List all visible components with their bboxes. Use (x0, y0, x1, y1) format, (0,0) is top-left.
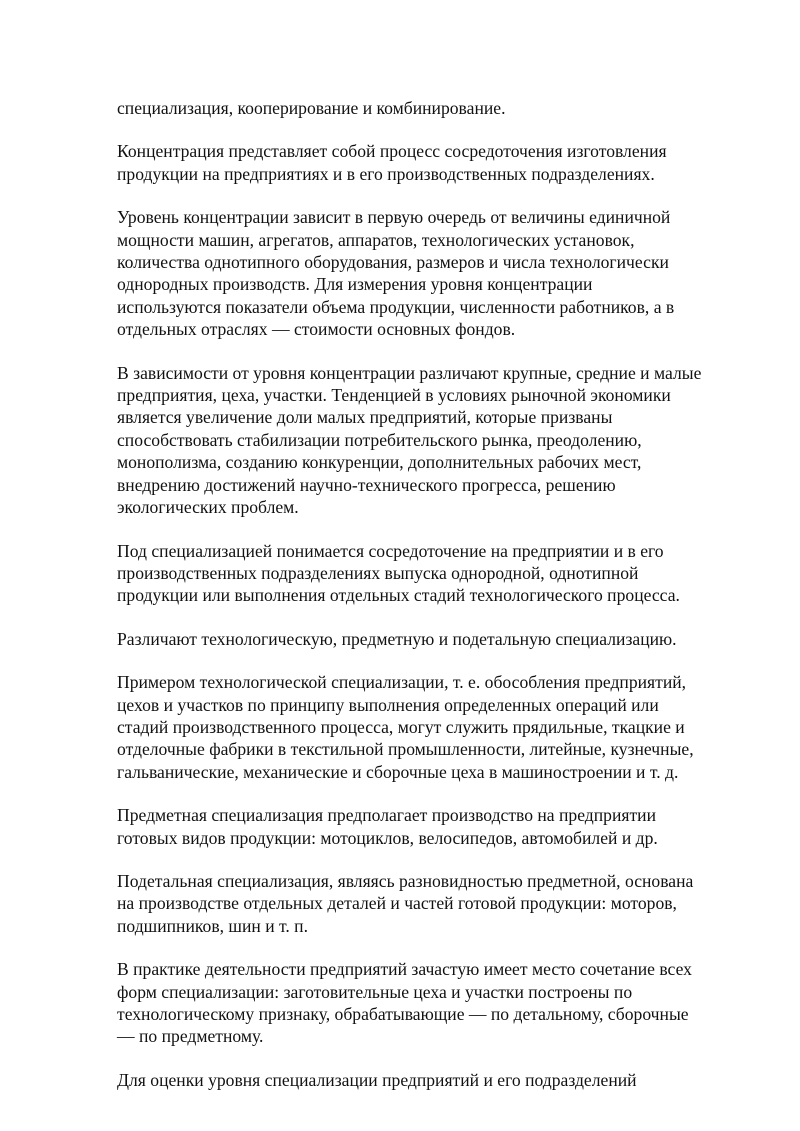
text-line: форм специализации: заготовительные цеха и участки построены по (117, 981, 633, 1002)
paragraph (117, 958, 747, 1048)
paragraph (117, 540, 747, 607)
text-line: монополизма, созданию конкуренции, дополнительных рабочих мест, (117, 452, 642, 473)
text-line: цехов и участков по принципу выполнения определенных операций или (117, 694, 659, 715)
text-line: отделочные фабрики в текстильной промышленности, литейные, кузнечные, (117, 739, 694, 760)
text-line: однородных производств. Для измерения уровня концентрации (117, 274, 593, 295)
paragraph (117, 97, 747, 119)
text-line: является увеличение доли малых предприятий, которые призваны (117, 407, 613, 428)
paragraph (117, 671, 747, 783)
paragraph (117, 628, 747, 650)
text-line: Концентрация представляет собой процесс сосредоточения изготовления (117, 141, 667, 162)
paragraph (117, 140, 747, 185)
text-line: В зависимости от уровня концентрации различают крупные, средние и малые (117, 362, 702, 383)
text-line: используются показатели объема продукции, численности работников, а в (117, 296, 675, 317)
paragraph (117, 804, 747, 849)
text-line: продукции или выполнения отдельных стадий технологического процесса. (117, 585, 680, 606)
text-line: подшипников, шин и т. п. (117, 915, 308, 936)
text-line: Предметная специализация предполагает производство на предприятии (117, 805, 656, 826)
text-line: — по предметному. (117, 1026, 264, 1047)
text-line: готовых видов продукции: мотоциклов, велосипедов, автомобилей и др. (117, 827, 658, 848)
text-line: способствовать стабилизации потребительского рынка, преодолению, (117, 429, 642, 450)
text-line: предприятия, цеха, участки. Тенденцией в условиях рыночной экономики (117, 385, 671, 406)
text-line: стадий производственного процесса, могут служить прядильные, ткацкие и (117, 716, 685, 737)
text-line: отдельных отраслях — стоимости основных фондов. (117, 319, 516, 340)
text-line: Различают технологическую, предметную и подетальную специализацию. (117, 628, 677, 649)
text-line: Для оценки уровня специализации предприятий и его подразделений (117, 1069, 637, 1090)
text-line: гальванические, механические и сборочные цеха в машиностроении и т. д. (117, 761, 679, 782)
paragraph (117, 1069, 747, 1091)
text-line: Уровень концентрации зависит в первую очередь от величины единичной (117, 207, 671, 228)
document-body (117, 97, 747, 1112)
text-line: на производстве отдельных деталей и частей готовой продукции: моторов, (117, 893, 677, 914)
text-line: производственных подразделениях выпуска однородной, однотипной (117, 562, 639, 583)
paragraph (117, 870, 747, 937)
text-line: специализация, кооперирование и комбинирование. (117, 98, 506, 118)
paragraph (117, 206, 747, 340)
text-line: продукции на предприятиях и в его производственных подразделениях. (117, 163, 655, 184)
text-line: экологических проблем. (117, 497, 299, 518)
text-line: Подетальная специализация, являясь разновидностью предметной, основана (117, 870, 694, 891)
text-line: мощности машин, агрегатов, аппаратов, технологических установок, (117, 229, 635, 250)
text-line: внедрению достижений научно-технического прогресса, решению (117, 474, 616, 495)
text-line: Примером технологической специализации, т. е. обособления предприятий, (117, 672, 687, 693)
paragraph (117, 362, 747, 519)
text-line: В практике деятельности предприятий зачастую имеет место сочетание всех (117, 959, 692, 980)
text-line: количества однотипного оборудования, размеров и числа технологически (117, 252, 669, 273)
text-line: технологическому признаку, обрабатывающие — по детальному, сборочные (117, 1004, 689, 1024)
text-line: Под специализацией понимается сосредоточение на предприятии и в его (117, 540, 664, 561)
